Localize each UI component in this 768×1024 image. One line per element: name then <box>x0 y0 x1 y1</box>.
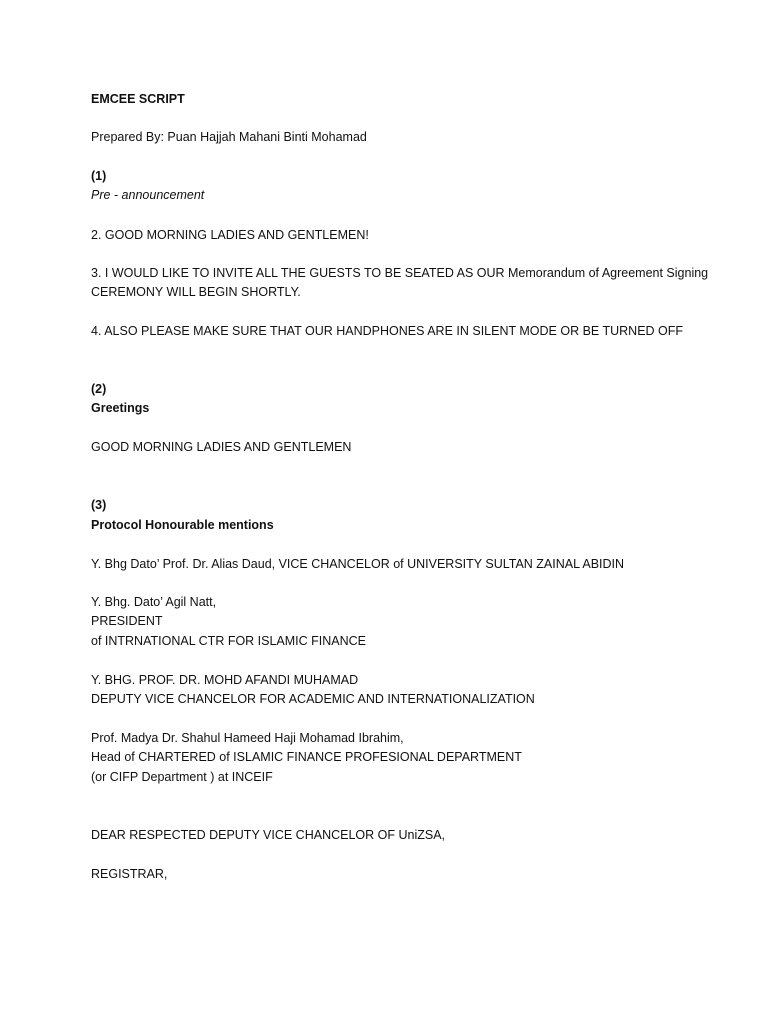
dear-line: DEAR RESPECTED DEPUTY VICE CHANCELOR OF UniZSA, <box>91 828 446 842</box>
mention-2-line-1: Y. Bhg. Dato’ Agil Natt, <box>91 595 217 609</box>
section-3-number: (3) <box>91 498 107 512</box>
mention-2-line-2: PRESIDENT <box>91 614 163 628</box>
item-3-line-1: 3. I WOULD LIKE TO INVITE ALL THE GUESTS TO BE SEATED AS OUR Memorandum of Agreement Signing <box>91 266 709 280</box>
section-1-number: (1) <box>91 169 107 183</box>
greeting-text: GOOD MORNING LADIES AND GENTLEMEN <box>91 440 352 454</box>
section-2-number: (2) <box>91 382 107 396</box>
section-2-heading: Greetings <box>91 401 150 415</box>
document-title: EMCEE SCRIPT <box>91 92 185 106</box>
section-1-heading: Pre - announcement <box>91 188 205 202</box>
mention-4-line-2: Head of CHARTERED of ISLAMIC FINANCE PROFESIONAL DEPARTMENT <box>91 750 522 764</box>
registrar-line: REGISTRAR, <box>91 867 168 881</box>
section-3-heading: Protocol Honourable mentions <box>91 518 274 532</box>
mention-4-line-1: Prof. Madya Dr. Shahul Hameed Haji Mohamad Ibrahim, <box>91 731 404 745</box>
item-2: 2. GOOD MORNING LADIES AND GENTLEMEN! <box>91 228 369 242</box>
mention-3-line-1: Y. BHG. PROF. DR. MOHD AFANDI MUHAMAD <box>91 673 359 687</box>
mention-2-line-3: of INTRNATIONAL CTR FOR ISLAMIC FINANCE <box>91 634 367 648</box>
item-4: 4. ALSO PLEASE MAKE SURE THAT OUR HANDPHONES ARE IN SILENT MODE OR BE TURNED OFF <box>91 324 684 338</box>
item-3-line-2: CEREMONY WILL BEGIN SHORTLY. <box>91 285 301 299</box>
mention-1: Y. Bhg Dato’ Prof. Dr. Alias Daud, VICE CHANCELOR of UNIVERSITY SULTAN ZAINAL ABIDIN <box>91 557 625 571</box>
mention-4-line-3: (or CIFP Department ) at INCEIF <box>91 770 273 784</box>
prepared-by: Prepared By: Puan Hajjah Mahani Binti Mohamad <box>91 130 367 144</box>
mention-3-line-2: DEPUTY VICE CHANCELOR FOR ACADEMIC AND INTERNATIONALIZATION <box>91 692 535 706</box>
